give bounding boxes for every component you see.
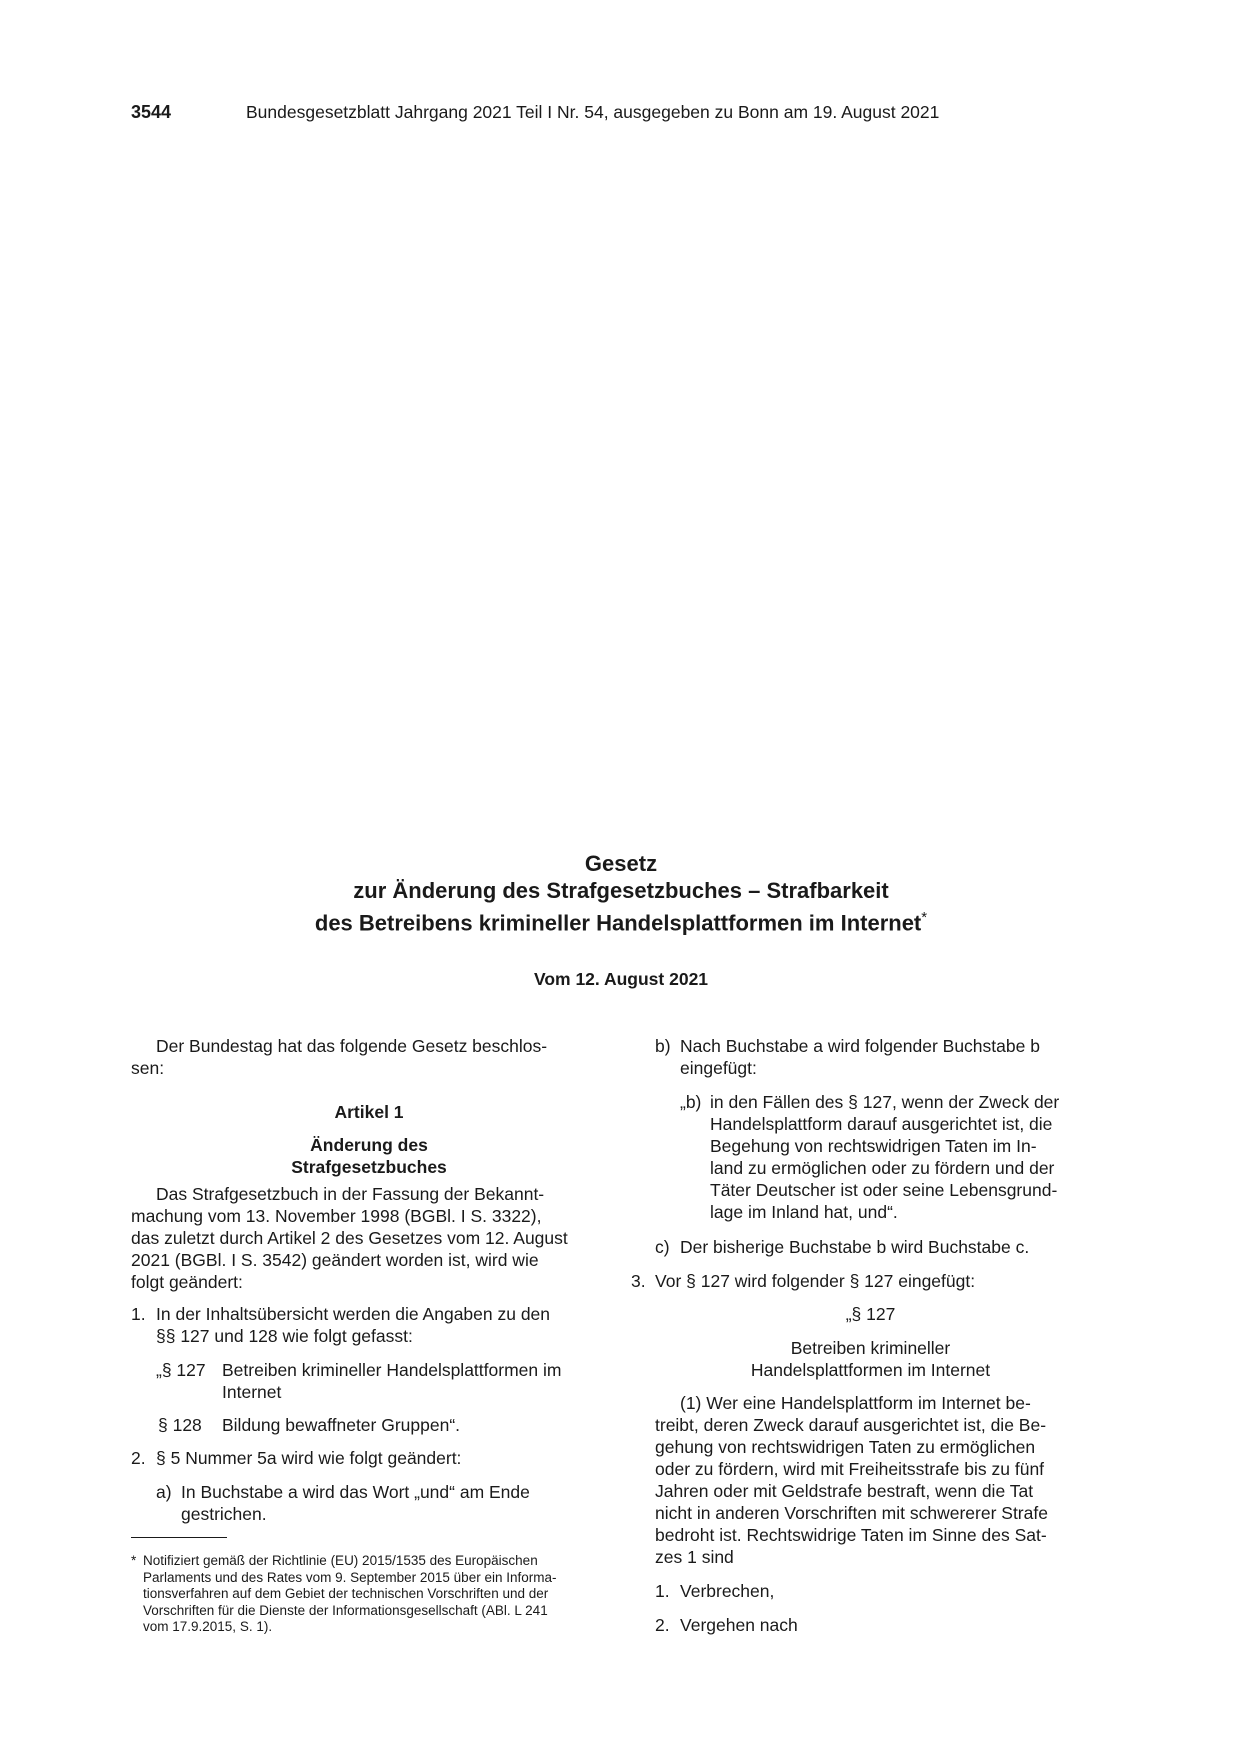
inserted-letter-b: „b) in den Fällen des § 127, wenn der Zweck der Handelsplattform darauf ausgerichtet ist, die Begehung von rechtswidrigen Taten im In- land zu ermöglichen oder zu fördern und der Täter Deutscher ist oder seine Lebensgrund- lage im Inland hat, und“. [680, 1092, 1060, 1222]
list-item-2: 2. § 5 Nummer 5a wird wie folgt geändert: [131, 1448, 462, 1468]
article-heading: Artikel 1 [334, 1102, 404, 1122]
list-item-2b: b) Nach Buchstabe a wird folgender Buchstabe b eingefügt: [655, 1036, 1040, 1078]
law-title-line1: Gesetz [584, 851, 658, 876]
toc-entry-128: § 128 Bildung bewaffneter Gruppen“. [158, 1415, 461, 1435]
list-item-3: 3. Vor § 127 wird folgender § 127 eingefügt: [631, 1271, 976, 1291]
list-item-1: 1. In der Inhaltsübersicht werden die Angaben zu den §§ 127 und 128 wie folgt gefasst: [131, 1304, 551, 1346]
preamble: Der Bundestag hat das folgende Gesetz beschlos- sen: [131, 1036, 548, 1078]
section-title: Betreiben krimineller Handelsplattformen im Internet [750, 1338, 991, 1380]
article-title: Änderung des Strafgesetzbuches [291, 1135, 447, 1177]
gazette-header: Bundesgesetzblatt Jahrgang 2021 Teil I Nr. 54, ausgegeben zu Bonn am 19. August 2021 [246, 102, 940, 122]
page-number: 3544 [131, 102, 172, 122]
footnote-mark: * [921, 909, 928, 926]
section-number: „§ 127 [845, 1304, 896, 1324]
article-intro: Das Strafgesetzbuch in der Fassung der Bekannt- machung vom 13. November 1998 (BGBl. I S. 3322), das zuletzt durch Artikel 2 des Gesetzes vom 12. August 2021 (BGBl. I S. 3542) geändert worden ist, wird wie folgt geändert: [131, 1184, 568, 1292]
footnote: * Notifiziert gemäß der Richtlinie (EU) 2015/1535 des Europäischen Parlaments und des Rates vom 9. September 2015 über ein Informa- tionsverfahren auf dem Gebiet der technischen Vorschriften und der Vorschriften für die Dienste der Informationsgesellschaft (ABl. L 241 vom 17.9.2015, S. 1). [131, 1553, 557, 1635]
footnote-rule [131, 1537, 227, 1538]
toc-entry-127: „§ 127 Betreiben krimineller Handelsplattformen im Internet [156, 1360, 562, 1402]
law-title-line2: zur Änderung des Strafgesetzbuches – Strafbarkeit [353, 878, 889, 903]
list-item-2c: c) Der bisherige Buchstabe b wird Buchstabe c. [655, 1237, 1030, 1257]
law-date: Vom 12. August 2021 [533, 969, 709, 989]
section-list-item-2: 2. Vergehen nach [655, 1615, 798, 1635]
law-title-line3: des Betreibens krimineller Handelsplattformen im Internet* [314, 909, 928, 936]
list-item-2a: a) In Buchstabe a wird das Wort „und“ am Ende gestrichen. [156, 1482, 530, 1524]
section-paragraph-1: (1) Wer eine Handelsplattform im Internet be- treibt, deren Zweck darauf ausgerichtet ist, die Be- gehung von rechtswidrigen Taten zu ermöglichen oder zu fördern, wird mit Freiheitsstrafe bis zu fünf Jahren oder mit Geldstrafe bestraft, wenn die Tat nicht in anderen Vorschriften mit schwererer Strafe bedroht ist. Rechtswidrige Taten im Sinne des Sat- zes 1 sind [655, 1393, 1048, 1567]
section-list-item-1: 1. Verbrechen, [655, 1581, 775, 1601]
